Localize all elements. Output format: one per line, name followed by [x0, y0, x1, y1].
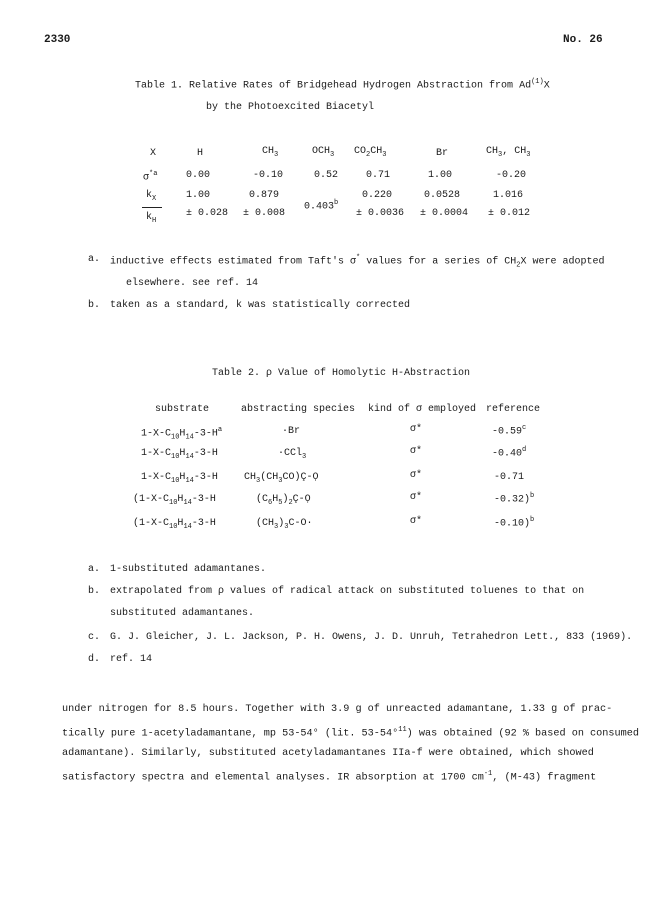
table2-footnote-a-text: 1-substituted adamantanes.	[110, 564, 267, 575]
table2-footnote-c-label: c.	[88, 632, 101, 643]
table2-row3-species: $CH_3(CH_3CO)Ç-Ọ$	[244, 472, 319, 485]
table1-err-ch3: ± 0.008	[243, 208, 286, 219]
table1-head-co2ch3: $CO_2CH_3$	[354, 146, 387, 159]
table2-row3-substrate: $1-X-C_{10}H_{14}-3-H$	[141, 472, 218, 485]
table1-footnote-a-line2: elsewhere. see ref. 14	[126, 278, 259, 289]
table2-row4-ref: -0.32)$^b$	[494, 492, 535, 506]
table1-err-co2ch3: ± 0.0036	[356, 208, 405, 219]
table1-footnote-b-text: taken as a standard, k was statistically corrected	[110, 300, 411, 311]
table2-row1-ref: -0.59$^c$	[492, 424, 527, 438]
table1-k-denominator: $k_H$	[146, 212, 157, 225]
table1-k-och3: 0.403$^b$	[304, 199, 339, 213]
table2-header-species: abstracting species	[241, 404, 356, 415]
table2-row4-sigma: σ*	[410, 492, 423, 503]
table2-row3-sigma: σ*	[410, 470, 423, 481]
table2-row1-substrate: $1-X-C_{10}H_{14}-3-H^a$	[141, 426, 223, 442]
table1-k-h: 1.00	[186, 190, 211, 201]
table1-head-ch3: $CH_3$	[262, 146, 279, 159]
table2-footnote-b-text: extrapolated from ρ values of radical attack on substituted toluenes to that on	[110, 586, 585, 597]
table2-footnote-b-line2: substituted adamantanes.	[110, 608, 255, 619]
table1-sigma-och3: 0.52	[314, 170, 339, 181]
table2-footnote-a-label: a.	[88, 564, 101, 575]
table1-x-label: X	[150, 148, 157, 159]
table1-head-h: H	[197, 148, 204, 159]
table1-k-ch3-ch3: 1.016	[493, 190, 524, 201]
table1-err-h: ± 0.028	[186, 208, 229, 219]
table1-head-br: Br	[436, 148, 449, 159]
table1-fraction-bar	[142, 207, 162, 208]
table2-footnote-d-label: d.	[88, 654, 101, 665]
table1-sigma-ch3-ch3: -0.20	[496, 170, 527, 181]
table1-k-br: 0.0528	[424, 190, 461, 201]
table1-head-och3: $OCH_3$	[312, 146, 335, 159]
table2-row1-species: ·Br	[282, 426, 301, 437]
table1-head-ch3-ch3: $CH_3$, $CH_3$	[486, 146, 531, 159]
table1-sigma-ch3: -0.10	[253, 170, 284, 181]
page-number: 2330	[44, 34, 71, 46]
table2-header-sigma: kind of σ employed	[368, 404, 477, 415]
table1-footnote-a-text: inductive effects estimated from Taft's σ* values for a series of $CH_2X$ were adopted	[110, 254, 605, 270]
table1-sigma-co2ch3: 0.71	[366, 170, 391, 181]
table1-k-numerator: $k_X$	[146, 190, 157, 203]
table2-header-reference: reference	[486, 404, 541, 415]
table1-k-ch3: 0.879	[249, 190, 280, 201]
table2-footnote-b-label: b.	[88, 586, 101, 597]
table1-err-br: ± 0.0004	[420, 208, 469, 219]
table1-sigma-br: 1.00	[428, 170, 453, 181]
journal-issue: No. 26	[563, 34, 603, 46]
table2-row2-species: ·CCl$_3$	[278, 448, 307, 461]
table2-row4-substrate: ($1-X-C_{10}H_{14}-3-H$	[133, 494, 216, 507]
table2-row1-sigma: σ*	[410, 424, 423, 435]
table2-row5-sigma: σ*	[410, 516, 423, 527]
table2-row2-ref: -0.40$^d$	[492, 446, 527, 460]
table2-row5-ref: -0.10)$^b$	[494, 516, 535, 530]
table2-row2-substrate: $1-X-C_{10}H_{14}-3-H$	[141, 448, 218, 461]
body-line-2: tically pure 1-acetyladamantane, mp 53-54° (lit. 53-54°$^{11}$) was obtained (92 % based on consumed	[62, 726, 639, 740]
table2-footnote-d-text: ref. 14	[110, 654, 153, 665]
table2-row5-substrate: ($1-X-C_{10}H_{14}-3-H$	[133, 518, 216, 531]
table1-sigma-label: $\sigma^{*a}$	[143, 170, 158, 184]
table2-header-substrate: substrate	[155, 404, 210, 415]
table2-caption: Table 2. ρ Value of Homolytic H-Abstraction	[212, 368, 471, 379]
table2-row4-species: $(C_6H_5)_2Ç-Ọ$	[256, 494, 311, 507]
body-line-3: adamantane). Similarly, substituted acetyladamantanes IIa-f were obtained, which showed	[62, 748, 594, 759]
table1-sigma-h: 0.00	[186, 170, 211, 181]
table1-err-ch3-ch3: ± 0.012	[488, 208, 531, 219]
table2-row3-ref: -0.71	[494, 472, 525, 483]
table1-footnote-b-label: b.	[88, 300, 101, 311]
body-line-1: under nitrogen for 8.5 hours. Together with 3.9 g of unreacted adamantane, 1.33 g of prac-	[62, 704, 613, 715]
table1-caption-line1: Table 1. Relative Rates of Bridgehead Hydrogen Abstraction from Ad$^{(1)}$X	[135, 78, 550, 92]
table2-row5-species: $(CH_3)_3C-O\cdot$	[256, 518, 313, 531]
table1-caption-line2: by the Photoexcited Biacetyl	[206, 102, 375, 113]
table2-row2-sigma: σ*	[410, 446, 423, 457]
table1-k-co2ch3: 0.220	[362, 190, 393, 201]
table1-footnote-a-label: a.	[88, 254, 101, 265]
body-line-4: satisfactory spectra and elemental analyses. IR absorption at 1700 $cm^{-1}$, (M-43) fragment	[62, 770, 597, 784]
table2-footnote-c-text: G. J. Gleicher, J. L. Jackson, P. H. Owens, J. D. Unruh, Tetrahedron Lett., 833 (1969).	[110, 632, 633, 643]
